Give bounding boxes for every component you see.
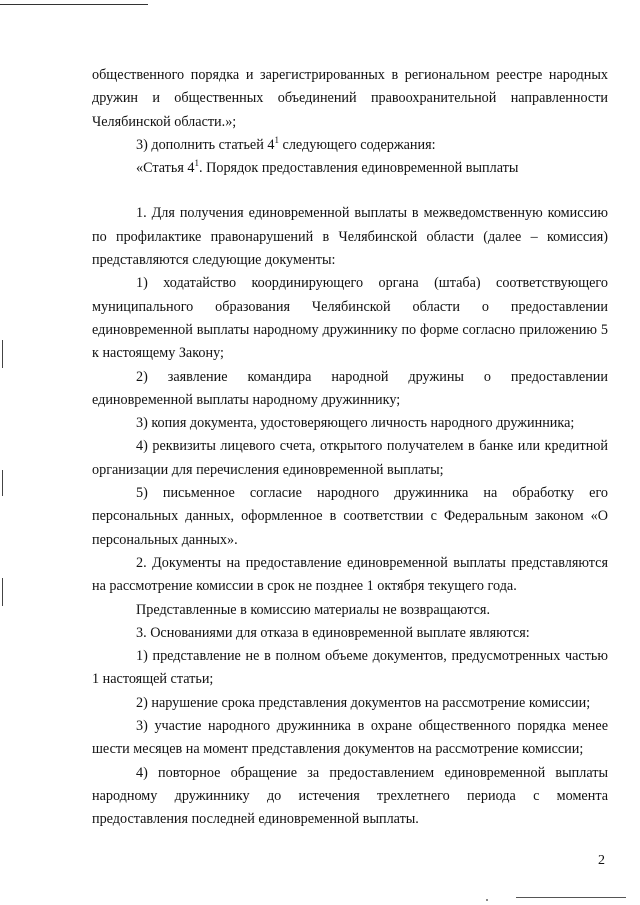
- paragraph: 1. Для получения единовременной выплаты в межведомственную комиссию по профилактике правонарушений в Челябинской области (далее – комиссия) представляются следующие документы:: [92, 205, 608, 269]
- margin-mark: [2, 578, 3, 606]
- scan-speck: [486, 899, 488, 901]
- page-number: 2: [598, 853, 605, 868]
- paragraph: 3) участие народного дружинника в охране общественного порядка менее шести месяцев на момент представления документов на рассмотрение комиссии;: [92, 718, 608, 758]
- top-rule: [0, 4, 148, 5]
- paragraph: 3) копия документа, удостоверяющего личность народного дружинника;: [136, 415, 575, 432]
- paragraph: Представленные в комиссию материалы не возвращаются.: [136, 601, 491, 618]
- paragraph: 3) дополнить статьей $4^1$ следующего содержания:: [136, 134, 436, 153]
- margin-mark: [2, 470, 3, 496]
- document-body: [92, 64, 608, 832]
- bottom-rule: [516, 897, 626, 898]
- paragraph: 2) заявление командира народной дружины о предоставлении единовременной выплаты народному дружиннику;: [92, 368, 608, 408]
- paragraph: общественного порядка и зарегистрированных в региональном реестре народных дружин и общественных объединений правоохранительной направленности Челябинской области.»;: [92, 67, 608, 130]
- paragraph: 1) представление не в полном объеме документов, предусмотренных частью 1 настоящей статьи;: [92, 648, 608, 688]
- paragraph: 4) реквизиты лицевого счета, открытого получателем в банке или кредитной организации для перечисления единовременной выплаты;: [92, 438, 608, 478]
- article-heading: «Статья $4^1$. Порядок предоставления единовременной выплаты: [136, 158, 519, 177]
- paragraph: 5) письменное согласие народного дружинника на обработку его персональных данных, оформленное в соответствии с Федеральным законом «О персональных данных».: [92, 485, 608, 548]
- paragraph: 2. Документы на предоставление единовременной выплаты представляются на рассмотрение комиссии в срок не позднее 1 октября текущего года.: [92, 554, 608, 595]
- paragraph: 2) нарушение срока представления документов на рассмотрение комиссии;: [136, 694, 591, 711]
- margin-mark: [2, 340, 3, 368]
- paragraph: 4) повторное обращение за предоставлением единовременной выплаты народному дружиннику до истечения трехлетнего периода с момента предоставления последней единовременной выплаты.: [92, 764, 608, 828]
- paragraph: 1) ходатайство координирующего органа (штаба) соответствующего муниципального образования Челябинской области о предоставлении единовременной выплаты народному дружиннику по форме согласно приложению 5 к настоящему Закону;: [92, 275, 608, 362]
- paragraph: 3. Основаниями для отказа в единовременной выплате являются:: [136, 624, 530, 641]
